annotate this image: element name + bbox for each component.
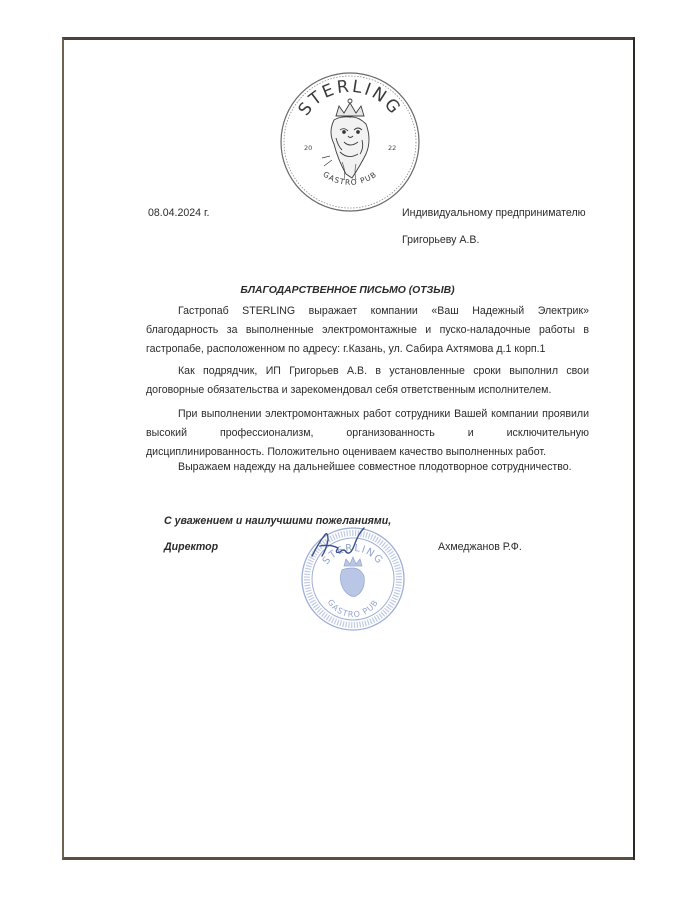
logo-brand-text: STERLING — [294, 76, 406, 120]
body-paragraph: Гастропаб STERLING выражает компании «Ваш Надежный Электрик» благодарность за выполненные электромонтажные и пуско-наладочные работы в гастропабе, расположенном по адресу: г.Казань, ул. Сабира Ахтямова д.1 корп.1 — [146, 305, 589, 355]
crowned-bulldog-icon — [322, 99, 369, 180]
signer-name: Ахмеджанов Р.Ф. — [438, 541, 522, 553]
body-paragraph: При выполнении электромонтажных работ сотрудники Вашей компании проявили высокий профессионализм, организованность и исключительную дисциплинированность. Положительно оцениваем качество выполненных работ. — [146, 408, 589, 458]
closing-phrase: С уважением и наилучшими пожеланиями, — [164, 515, 392, 527]
body-paragraph: Как подрядчик, ИП Григорьев А.В. в установленные сроки выполнил свои договорные обязательства и зарекомендовал себя ответственным исполнителем. — [146, 365, 589, 396]
body-paragraph: Выражаем надежду на дальнейшее совместное плодотворное сотрудничество. — [178, 461, 572, 473]
signer-position: Директор — [164, 541, 219, 553]
director-signature — [308, 526, 368, 562]
letter-title: БЛАГОДАРСТВЕННОЕ ПИСЬМО (ОТЗЫВ) — [240, 285, 455, 296]
addressee-line-1: Индивидуальному предпринимателю — [402, 207, 586, 219]
logo-year-right: 22 — [388, 144, 397, 152]
logo-subtitle-text: GASTRO PUB — [321, 169, 379, 187]
sterling-logo — [278, 70, 422, 214]
seal-bulldog-icon — [340, 557, 364, 596]
addressee-line-2: Григорьеву А.В. — [402, 234, 480, 246]
letter-date: 08.04.2024 г. — [148, 207, 210, 219]
seal-subtitle-text: GASTRO PUB — [325, 597, 381, 620]
seal-brand-text: STERLING — [320, 542, 386, 567]
logo-year-left: 20 — [304, 144, 313, 152]
